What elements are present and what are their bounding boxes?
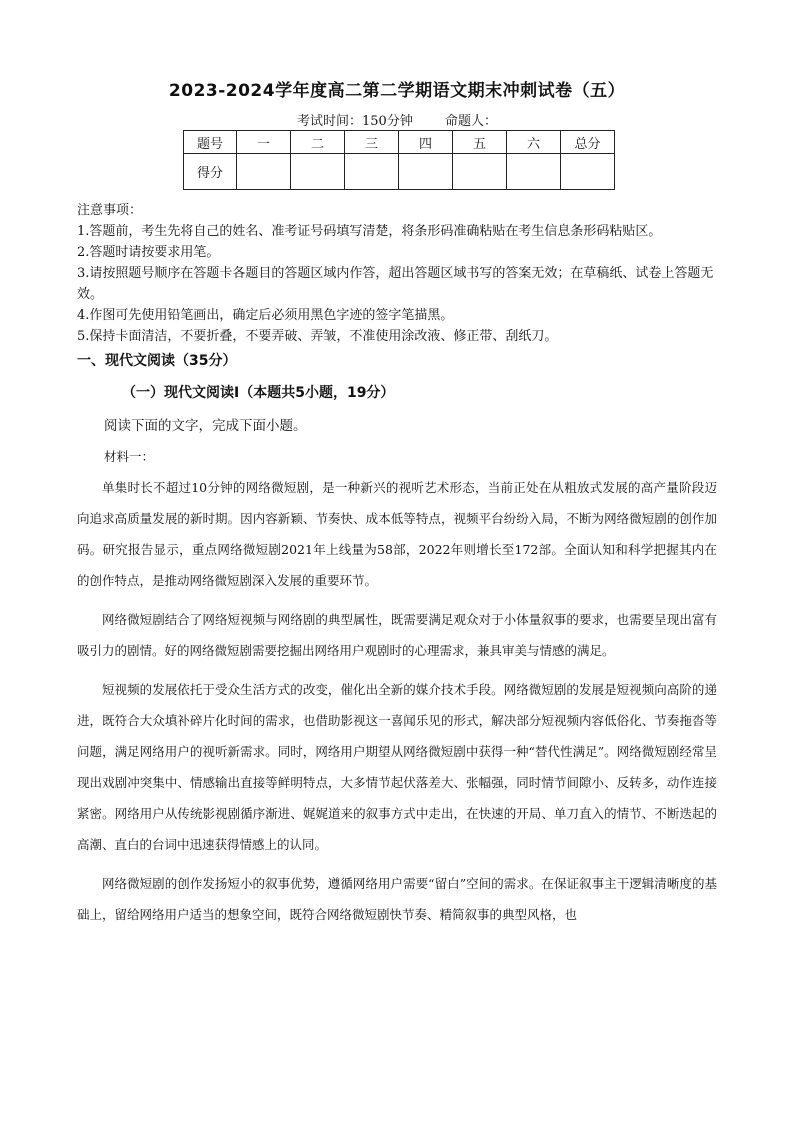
score-header-cell: 总分 [561, 131, 615, 154]
score-cell[interactable] [561, 154, 615, 190]
passage-paragraph: 短视频的发展依托于受众生活方式的改变，催化出全新的媒介技术手段。网络微短剧的发展是短视频向高阶的递进，既符合大众填补碎片化时间的需求，也借助影视这一喜闻乐见的形式，解决部分短视频内容低俗化、节奏拖沓等问题，满足网络用户的视听新需求。同时，网络用户期望从网络微短剧中获得一种“替代性满足”。网络微短剧经常呈现出戏剧冲突集中、情感输出直接等鲜明特点，大多情节起伏落差大、张幅强，同时情节间隙小、反转多，动作连接紧密。网络用户从传统影视剧循序渐进、娓娓道来的叙事方式中走出，在快速的开局、单刀直入的情节、不断迭起的高潮、直白的台词中迅速获得情感上的认同。 [77, 682, 717, 852]
passage-paragraph: 网络微短剧结合了网络短视频与网络剧的典型属性，既需要满足观众对于小体量叙事的要求，也需要呈现出富有吸引力的剧情。好的网络微短剧需要挖掘出网络用户观剧时的心理需求，兼具审美与情感的满足。 [77, 612, 717, 658]
score-header-cell: 一 [237, 131, 291, 154]
score-header-cell: 六 [507, 131, 561, 154]
notice-item: 2.答题时请按要求用笔。 [77, 245, 220, 260]
score-cell[interactable] [399, 154, 453, 190]
notice-item: 4.作图可先使用铅笔画出，确定后必须用黑色字迹的签字笔描黑。 [77, 308, 454, 323]
reading-instruction: 阅读下面的文字，完成下面小题。 [104, 418, 307, 434]
score-table-header-row [184, 131, 615, 154]
score-cell[interactable] [453, 154, 507, 190]
score-cell[interactable] [345, 154, 399, 190]
notice-item: 1.答题前，考生先将自己的姓名、准考证号码填写清楚，将条形码准确粘贴在考生信息条形码粘贴区。 [77, 224, 662, 239]
passage-paragraph: 单集时长不超过10分钟的网络微短剧，是一种新兴的视听艺术形态，当前正处在从粗放式发展的高产量阶段迈向追求高质量发展的新时期。因内容新颖、节奏快、成本低等特点，视频平台纷纷入局，不断为网络微短剧的创作加码。研究报告显示，重点网络微短剧2021年上线量为58部，2022年则增长至172部。全面认知和科学把握其内在的创作特点，是推动网络微短剧深入发展的重要环节。 [77, 480, 717, 588]
notice-block [77, 200, 727, 347]
notice-item: 5.保持卡面清洁，不要折叠，不要弄破、弄皱，不准使用涂改液、修正带、刮纸刀。 [77, 329, 558, 344]
score-header-cell: 五 [453, 131, 507, 154]
score-row-label: 得分 [184, 154, 237, 190]
score-table-score-row [184, 154, 615, 190]
subsection-heading: （一）现代文阅读Ⅰ（本题共5小题，19分） [122, 385, 395, 401]
material-label: 材料一： [104, 449, 155, 464]
score-header-cell: 三 [345, 131, 399, 154]
section-heading: 一、现代文阅读（35分） [77, 353, 237, 369]
score-header-cell: 题号 [184, 131, 237, 154]
score-table [183, 130, 615, 190]
notice-heading: 注意事项： [77, 203, 143, 218]
exam-time: 考试时间：150分钟 [297, 114, 413, 129]
score-header-cell: 四 [399, 131, 453, 154]
exam-title: 2023-2024学年度高二第二学期语文期末冲刺试卷（五） [168, 81, 626, 101]
exam-meta [0, 110, 794, 129]
score-cell[interactable] [291, 154, 345, 190]
score-cell[interactable] [237, 154, 291, 190]
score-header-cell: 二 [291, 131, 345, 154]
score-cell[interactable] [507, 154, 561, 190]
notice-item: 3.请按照题号顺序在答题卡各题目的答题区域内作答，超出答题区域书写的答案无效；在草稿纸、试卷上答题无效。 [77, 266, 714, 302]
exam-author: 命题人： [444, 114, 497, 129]
reading-passage [77, 472, 717, 930]
passage-paragraph: 网络微短剧的创作发扬短小的叙事优势，遵循网络用户需要“留白”空间的需求。在保证叙事主干逻辑清晰度的基础上，留给网络用户适当的想象空间，既符合网络微短剧快节奏、精简叙事的典型风格，也 [77, 876, 717, 922]
